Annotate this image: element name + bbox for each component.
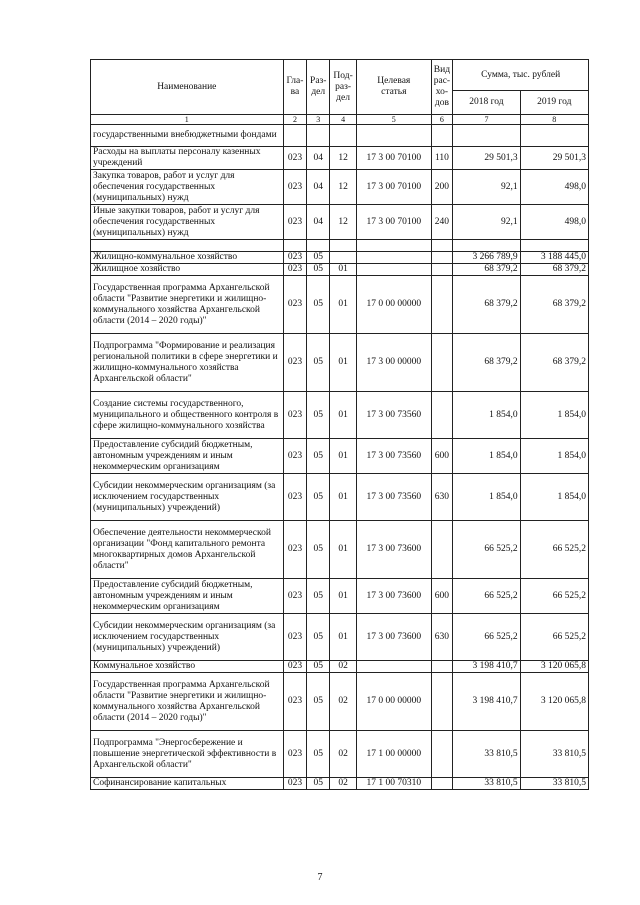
row-name: Жилищно-коммунальное хозяйство: [91, 252, 284, 264]
row-amount-2018: 68 379,2: [453, 276, 520, 334]
row-subsection: 12: [330, 205, 357, 240]
row-target: [357, 661, 432, 673]
row-section: [307, 125, 330, 147]
row-section: 05: [307, 252, 330, 264]
row-expense-type: [431, 264, 453, 276]
row-expense-type: [431, 521, 453, 579]
row-amount-2019: 1 854,0: [520, 439, 588, 474]
row-amount-2019: 29 501,3: [520, 147, 588, 170]
row-amount-2018: 3 198 410,7: [453, 661, 520, 673]
row-expense-type: 600: [431, 439, 453, 474]
row-expense-type: [431, 276, 453, 334]
row-subsection: 12: [330, 147, 357, 170]
table-row: [91, 392, 589, 439]
row-name: Государственная программа Архангельской области "Развитие энергетики и жилищно-коммунального хозяйства Архангельской области (2014 – 2020 годы)": [91, 276, 284, 334]
row-target: 17 1 00 00000: [357, 731, 432, 778]
row-name: Создание системы государственного, муниципального и общественного контроля в сфере жилищно-коммунального хозяйства: [91, 392, 284, 439]
row-subsection: 01: [330, 334, 357, 392]
row-amount-2019: 3 120 065,8: [520, 673, 588, 731]
row-section: 05: [307, 731, 330, 778]
row-name: Предоставление субсидий бюджетным, автономным учреждениям и иным некоммерческим организациям: [91, 439, 284, 474]
row-amount-2019: [520, 240, 588, 252]
row-subsection: 12: [330, 170, 357, 205]
row-target: [357, 125, 432, 147]
row-section: 04: [307, 170, 330, 205]
table-row: [91, 147, 589, 170]
row-amount-2019: 66 525,2: [520, 521, 588, 579]
row-expense-type: [431, 731, 453, 778]
table-row: [91, 731, 589, 778]
row-section: 05: [307, 661, 330, 673]
row-section: 05: [307, 439, 330, 474]
row-expense-type: 630: [431, 614, 453, 661]
table-row: [91, 205, 589, 240]
row-section: 05: [307, 521, 330, 579]
row-amount-2019: 3 120 065,8: [520, 661, 588, 673]
row-amount-2019: 33 810,5: [520, 731, 588, 778]
row-chapter: 023: [283, 392, 307, 439]
header-amount: Сумма, тыс. рублей: [453, 60, 589, 91]
header-exp-type: Вид рас- хо- дов: [431, 60, 453, 115]
row-name: [91, 240, 284, 252]
row-expense-type: [431, 334, 453, 392]
column-number: 5: [357, 115, 432, 125]
row-section: 05: [307, 579, 330, 614]
row-amount-2019: 66 525,2: [520, 579, 588, 614]
row-amount-2018: [453, 240, 520, 252]
table-row: [91, 673, 589, 731]
row-target: [357, 252, 432, 264]
row-target: 17 0 00 00000: [357, 673, 432, 731]
row-expense-type: [431, 392, 453, 439]
row-chapter: 023: [283, 439, 307, 474]
row-amount-2018: 29 501,3: [453, 147, 520, 170]
table-body: [91, 125, 589, 790]
row-chapter: 023: [283, 614, 307, 661]
header-section: Раз- дел: [307, 60, 330, 115]
row-target: 17 3 00 73560: [357, 392, 432, 439]
column-number: 1: [91, 115, 284, 125]
row-expense-type: [431, 240, 453, 252]
row-chapter: 023: [283, 778, 307, 790]
table-header: [91, 60, 589, 125]
row-subsection: 02: [330, 778, 357, 790]
row-target: 17 3 00 00000: [357, 334, 432, 392]
table-row: [91, 252, 589, 264]
column-number: 8: [520, 115, 588, 125]
row-amount-2019: 68 379,2: [520, 264, 588, 276]
row-amount-2019: 33 810,5: [520, 778, 588, 790]
row-amount-2018: 92,1: [453, 205, 520, 240]
row-name: Софинансирование капитальных: [91, 778, 284, 790]
row-expense-type: [431, 252, 453, 264]
table-row: [91, 521, 589, 579]
table-row: [91, 579, 589, 614]
header-subsection: Под- раз- дел: [330, 60, 357, 115]
row-expense-type: [431, 661, 453, 673]
table-row: [91, 170, 589, 205]
column-number-row: [91, 115, 589, 125]
row-amount-2018: 66 525,2: [453, 521, 520, 579]
table-row: [91, 334, 589, 392]
row-name: Закупка товаров, работ и услуг для обеспечения государственных (муниципальных) нужд: [91, 170, 284, 205]
table-row: [91, 474, 589, 521]
row-section: 05: [307, 334, 330, 392]
row-chapter: 023: [283, 661, 307, 673]
row-section: 04: [307, 205, 330, 240]
row-subsection: 01: [330, 392, 357, 439]
row-expense-type: [431, 125, 453, 147]
row-target: 17 3 00 70100: [357, 170, 432, 205]
row-chapter: 023: [283, 731, 307, 778]
row-amount-2018: [453, 125, 520, 147]
row-target: [357, 264, 432, 276]
row-name: Подпрограмма "Формирование и реализация региональной политики в сфере энергетики и жилищно-коммунального хозяйства Архангельской области": [91, 334, 284, 392]
row-expense-type: 200: [431, 170, 453, 205]
table-row: [91, 439, 589, 474]
row-name: Расходы на выплаты персоналу казенных учреждений: [91, 147, 284, 170]
row-amount-2018: 68 379,2: [453, 264, 520, 276]
header-target: Целевая статья: [357, 60, 432, 115]
row-chapter: 023: [283, 673, 307, 731]
row-name: Предоставление субсидий бюджетным, автономным учреждениям и иным некоммерческим организациям: [91, 579, 284, 614]
row-name: Государственная программа Архангельской области "Развитие энергетики и жилищно-коммунального хозяйства Архангельской области (2014 – 2020 годы)": [91, 673, 284, 731]
row-amount-2019: 498,0: [520, 170, 588, 205]
row-subsection: 02: [330, 673, 357, 731]
row-amount-2018: 66 525,2: [453, 579, 520, 614]
row-subsection: 01: [330, 614, 357, 661]
row-subsection: 01: [330, 276, 357, 334]
page-number: 7: [317, 872, 323, 883]
row-expense-type: [431, 673, 453, 731]
row-subsection: [330, 125, 357, 147]
column-number: 3: [307, 115, 330, 125]
column-number: 2: [283, 115, 307, 125]
row-section: 05: [307, 392, 330, 439]
row-name: Коммунальное хозяйство: [91, 661, 284, 673]
header-name: Наименование: [91, 60, 284, 115]
row-name: Иные закупки товаров, работ и услуг для обеспечения государственных (муниципальных) нужд: [91, 205, 284, 240]
header-chapter: Гла- ва: [283, 60, 307, 115]
row-section: 05: [307, 276, 330, 334]
row-section: 05: [307, 614, 330, 661]
table-row: [91, 276, 589, 334]
row-expense-type: 240: [431, 205, 453, 240]
row-section: 05: [307, 673, 330, 731]
row-name: Обеспечение деятельности некоммерческой организации "Фонд капитального ремонта многоквартирных домов Архангельской области": [91, 521, 284, 579]
row-chapter: 023: [283, 264, 307, 276]
row-subsection: 01: [330, 439, 357, 474]
row-name: Субсидии некоммерческим организациям (за исключением государственных (муниципальных) учреждений): [91, 474, 284, 521]
row-amount-2018: 3 198 410,7: [453, 673, 520, 731]
row-chapter: [283, 240, 307, 252]
row-name: государственными внебюджетными фондами: [91, 125, 284, 147]
row-target: 17 1 00 70310: [357, 778, 432, 790]
row-amount-2019: 498,0: [520, 205, 588, 240]
row-amount-2019: 66 525,2: [520, 614, 588, 661]
row-expense-type: 630: [431, 474, 453, 521]
row-expense-type: 600: [431, 579, 453, 614]
row-amount-2019: 3 188 445,0: [520, 252, 588, 264]
row-target: 17 3 00 73600: [357, 521, 432, 579]
header-year-2019: 2019 год: [520, 91, 588, 115]
row-target: 17 3 00 73560: [357, 474, 432, 521]
row-amount-2018: 33 810,5: [453, 778, 520, 790]
budget-table: [90, 59, 589, 790]
column-number: 7: [453, 115, 520, 125]
row-chapter: 023: [283, 252, 307, 264]
row-amount-2019: 68 379,2: [520, 276, 588, 334]
row-name: Подпрограмма "Энергосбережение и повышение энергетической эффективности в Архангельской области": [91, 731, 284, 778]
row-section: 04: [307, 147, 330, 170]
row-chapter: 023: [283, 147, 307, 170]
row-chapter: 023: [283, 521, 307, 579]
row-chapter: 023: [283, 474, 307, 521]
row-amount-2019: 1 854,0: [520, 474, 588, 521]
table-row: [91, 778, 589, 790]
row-chapter: 023: [283, 276, 307, 334]
row-subsection: 01: [330, 264, 357, 276]
row-amount-2018: 1 854,0: [453, 392, 520, 439]
row-subsection: [330, 240, 357, 252]
header-year-2018: 2018 год: [453, 91, 520, 115]
row-amount-2018: 68 379,2: [453, 334, 520, 392]
row-name: Жилищное хозяйство: [91, 264, 284, 276]
row-subsection: 02: [330, 661, 357, 673]
row-target: 17 3 00 73560: [357, 439, 432, 474]
table-row: [91, 614, 589, 661]
row-subsection: 01: [330, 579, 357, 614]
row-chapter: 023: [283, 205, 307, 240]
row-target: [357, 240, 432, 252]
row-amount-2019: 1 854,0: [520, 392, 588, 439]
row-subsection: 02: [330, 731, 357, 778]
table-row: [91, 661, 589, 673]
row-subsection: 01: [330, 521, 357, 579]
row-chapter: 023: [283, 170, 307, 205]
row-amount-2018: 92,1: [453, 170, 520, 205]
row-section: 05: [307, 778, 330, 790]
row-section: 05: [307, 474, 330, 521]
row-amount-2019: [520, 125, 588, 147]
row-chapter: 023: [283, 579, 307, 614]
row-expense-type: 110: [431, 147, 453, 170]
row-target: 17 3 00 70100: [357, 205, 432, 240]
column-number: 6: [431, 115, 453, 125]
row-name: Субсидии некоммерческим организациям (за исключением государственных (муниципальных) учреждений): [91, 614, 284, 661]
table-row: [91, 240, 589, 252]
row-expense-type: [431, 778, 453, 790]
row-amount-2019: 68 379,2: [520, 334, 588, 392]
row-amount-2018: 66 525,2: [453, 614, 520, 661]
row-target: 17 3 00 73600: [357, 579, 432, 614]
table-row: [91, 125, 589, 147]
row-section: 05: [307, 264, 330, 276]
row-amount-2018: 33 810,5: [453, 731, 520, 778]
row-section: [307, 240, 330, 252]
row-amount-2018: 1 854,0: [453, 474, 520, 521]
row-amount-2018: 1 854,0: [453, 439, 520, 474]
row-subsection: 01: [330, 474, 357, 521]
row-target: 17 3 00 73600: [357, 614, 432, 661]
row-amount-2018: 3 266 789,9: [453, 252, 520, 264]
row-target: 17 3 00 70100: [357, 147, 432, 170]
column-number: 4: [330, 115, 357, 125]
row-subsection: [330, 252, 357, 264]
row-chapter: 023: [283, 334, 307, 392]
row-chapter: [283, 125, 307, 147]
row-target: 17 0 00 00000: [357, 276, 432, 334]
table-row: [91, 264, 589, 276]
